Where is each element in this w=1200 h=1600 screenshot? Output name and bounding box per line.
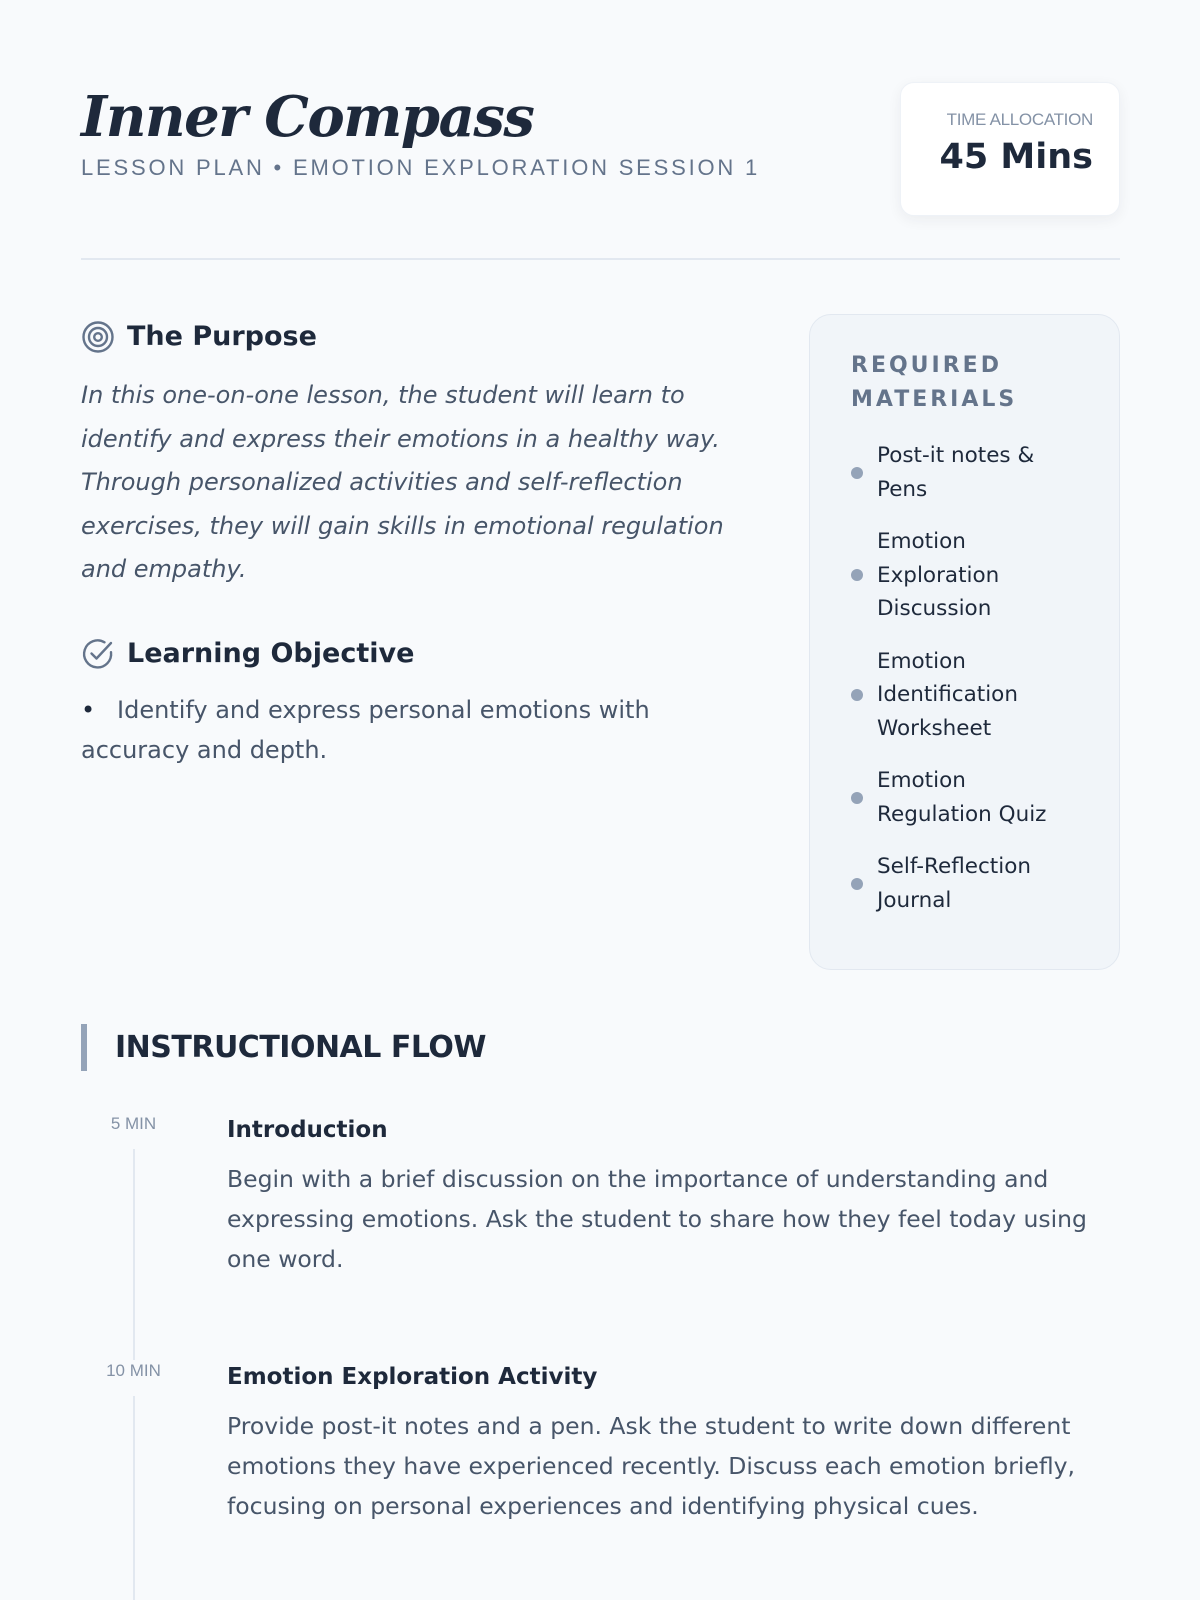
list-item xyxy=(851,850,1099,917)
bullet-dot-icon xyxy=(851,689,863,701)
purpose-section-header xyxy=(81,320,317,354)
materials-card xyxy=(809,314,1120,970)
materials-heading: REQUIRED MATERIALS xyxy=(851,353,1018,412)
objective-section-header xyxy=(81,637,414,671)
material-label: Self-Reflection Journal xyxy=(877,854,1031,913)
objective-list xyxy=(81,690,721,770)
list-item xyxy=(851,525,1099,626)
purpose-text: In this one-on-one lesson, the student will learn to identify and express their emotions in a healthy way. Through personalized activities and self-reflection exercises, they will gain skills in emotional regulation and empathy. xyxy=(81,381,724,583)
list-item xyxy=(851,439,1099,506)
flow-step xyxy=(81,1360,1120,1600)
timeline-line xyxy=(133,1149,135,1360)
page-title: Inner Compass xyxy=(81,84,534,150)
material-label: Emotion Identification Worksheet xyxy=(877,648,1018,741)
timeline-line xyxy=(133,1396,135,1600)
bullet-dot-icon xyxy=(851,792,863,804)
step-description: Begin with a brief discussion on the importance of understanding and expressing emotions. Ask the student to share how they feel today using one word. xyxy=(227,1165,1087,1273)
bullet-dot-icon xyxy=(851,467,863,479)
objective-text: Identify and express personal emotions with accuracy and depth. xyxy=(81,696,650,764)
step-duration: 5 MIN xyxy=(110,1114,157,1133)
step-duration: 10 MIN xyxy=(106,1361,161,1380)
material-label: Post-it notes & Pens xyxy=(877,443,1035,502)
step-title: Emotion Exploration Activity xyxy=(227,1364,598,1390)
materials-list xyxy=(851,439,1099,917)
time-allocation-label: TIME ALLOCATION xyxy=(946,110,1093,129)
bullet-dot-icon xyxy=(851,569,863,581)
bullet-dot-icon xyxy=(851,878,863,890)
target-icon xyxy=(81,320,115,354)
material-label: Emotion Exploration Discussion xyxy=(877,529,1000,621)
flow-heading: INSTRUCTIONAL FLOW xyxy=(115,1030,486,1065)
check-circle-icon xyxy=(81,637,115,671)
flow-section-header xyxy=(81,1024,486,1071)
step-description: Provide post-it notes and a pen. Ask the student to write down different emotions they have experienced recently. Discuss each emotion briefly, focusing on personal experiences and identifying physical cues. xyxy=(227,1412,1076,1520)
purpose-heading: The Purpose xyxy=(127,321,317,352)
step-title: Introduction xyxy=(227,1117,388,1143)
time-allocation-value: 45 Mins xyxy=(939,137,1093,177)
page-subtitle: LESSON PLAN • EMOTION EXPLORATION SESSION 1 xyxy=(81,155,761,180)
flow-step xyxy=(81,1113,1120,1360)
time-allocation-card xyxy=(900,82,1120,216)
list-item xyxy=(851,764,1099,831)
objective-heading: Learning Objective xyxy=(127,638,415,669)
list-item xyxy=(851,645,1099,746)
list-item xyxy=(81,690,721,770)
bullet-icon: • xyxy=(81,696,96,724)
lesson-header xyxy=(81,82,1120,262)
material-label: Emotion Regulation Quiz xyxy=(877,768,1047,827)
header-divider xyxy=(81,258,1120,260)
